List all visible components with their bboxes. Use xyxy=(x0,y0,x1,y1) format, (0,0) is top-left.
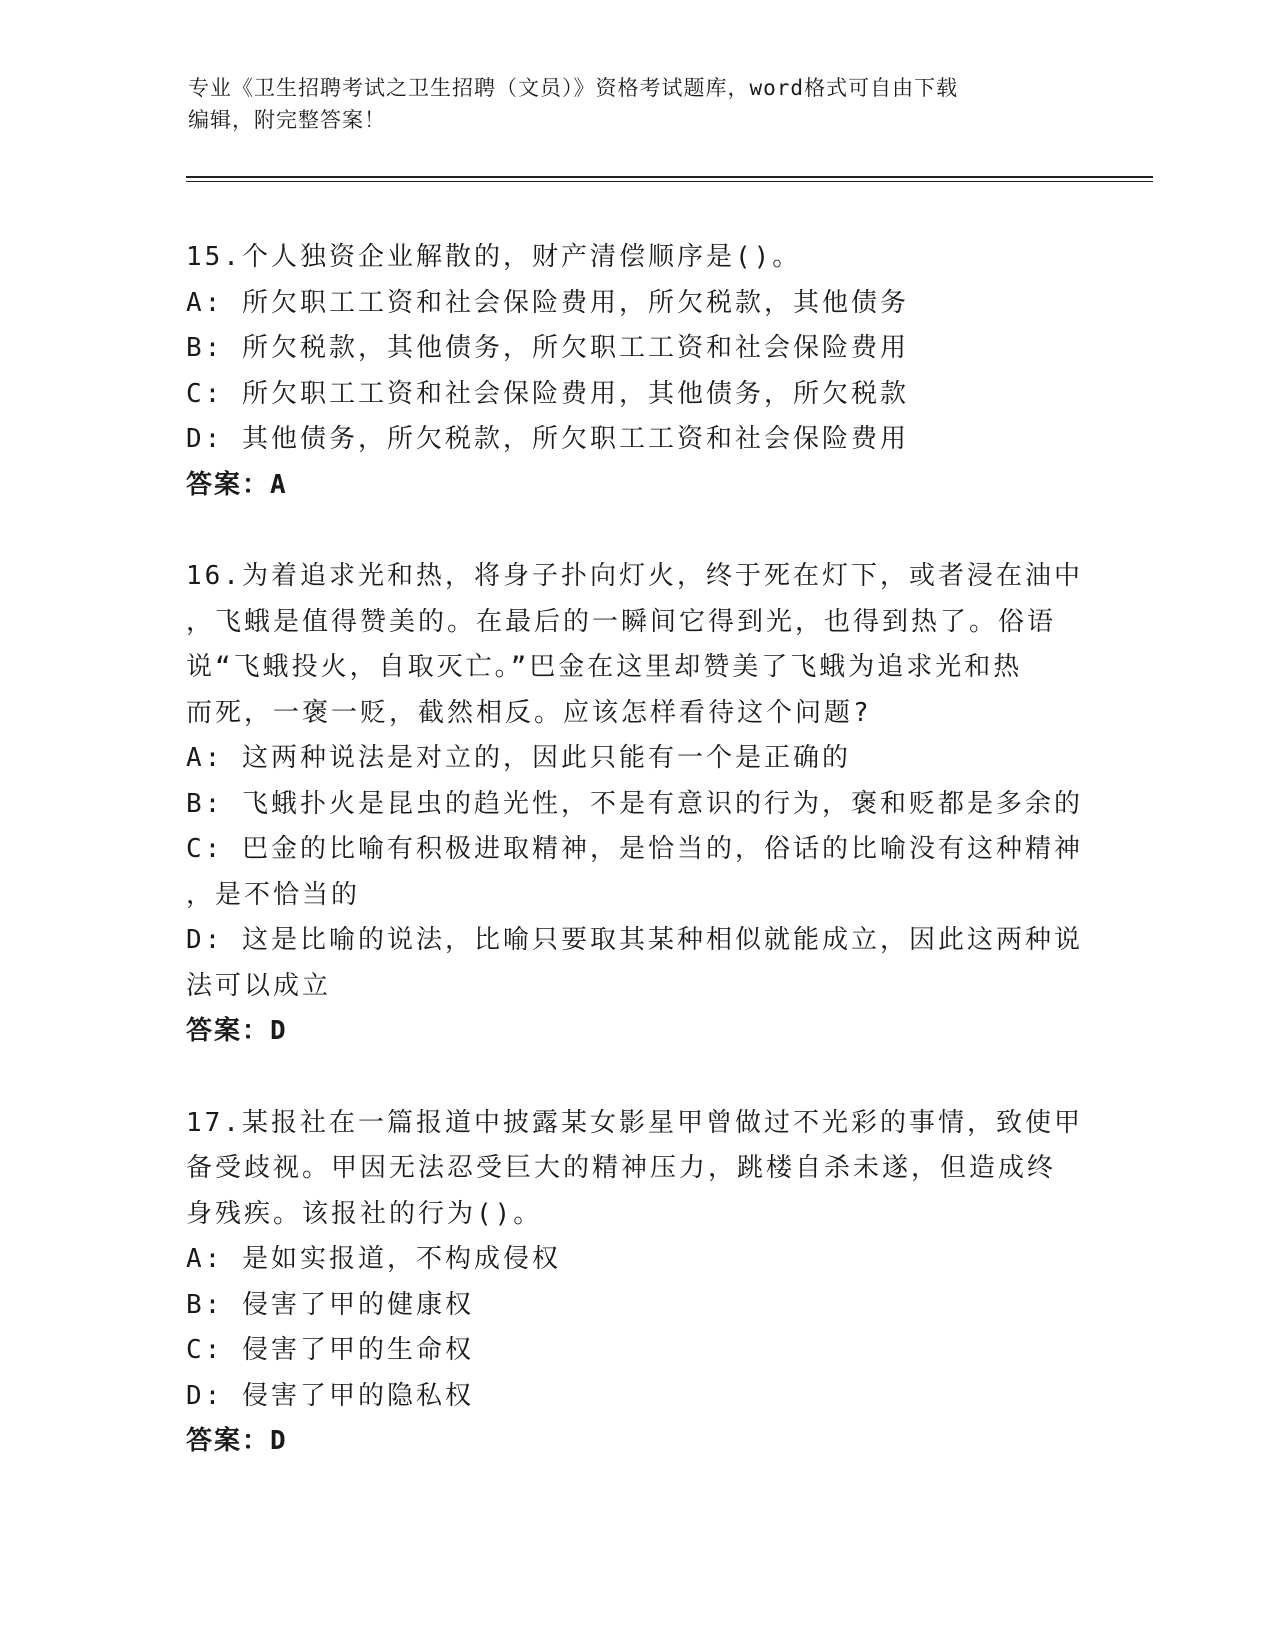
question-stem: 而死，一褒一贬，截然相反。应该怎样看待这个问题? xyxy=(186,697,872,728)
question-stem: 15.个人独资企业解散的，财产清偿顺序是()。 xyxy=(186,242,802,272)
header-rule-thin xyxy=(186,181,1153,182)
question-15 xyxy=(186,235,1086,508)
question-stem: 备受歧视。甲因无法忍受巨大的精神压力，跳楼自杀未遂，但造成终 xyxy=(186,1153,1057,1183)
question-16 xyxy=(186,554,1086,1055)
option-c: C: 巴金的比喻有积极进取精神，是恰当的，俗话的比喻没有这种精神 xyxy=(186,834,1083,864)
option-d-continued: 法可以成立 xyxy=(186,970,332,1001)
option-c: C: 侵害了甲的生命权 xyxy=(186,1335,474,1365)
question-stem: ，飞蛾是值得赞美的。在最后的一瞬间它得到光，也得到热了。俗语 xyxy=(186,606,1057,637)
option-b: B: 所欠税款，其他债务，所欠职工工资和社会保险费用 xyxy=(186,333,909,363)
question-stem: 16.为着追求光和热，将身子扑向灯火，终于死在灯下，或者浸在油中 xyxy=(186,561,1083,591)
header-rule-thick xyxy=(186,176,1153,178)
option-b: B: 侵害了甲的健康权 xyxy=(186,1289,474,1320)
document-header xyxy=(188,72,1088,136)
question-17 xyxy=(186,1101,1086,1465)
header-line: 专业《卫生招聘考试之卫生招聘（文员）》资格考试题库，word格式可自由下载 xyxy=(188,76,959,100)
option-d: D: 这是比喻的说法，比喻只要取其某种相似就能成立，因此这两种说 xyxy=(186,925,1083,955)
option-d: D: 其他债务，所欠税款，所欠职工工资和社会保险费用 xyxy=(186,424,909,454)
answer: 答案：D xyxy=(186,1426,288,1456)
option-a: A: 所欠职工工资和社会保险费用，所欠税款，其他债务 xyxy=(186,287,909,318)
option-d: D: 侵害了甲的隐私权 xyxy=(186,1380,474,1411)
header-line: 编辑，附完整答案！ xyxy=(188,108,386,132)
question-stem: 说“飞蛾投火，自取灭亡。”巴金在这里却赞美了飞蛾为追求光和热 xyxy=(186,652,1023,682)
question-stem: 17.某报社在一篇报道中披露某女影星甲曾做过不光彩的事情，致使甲 xyxy=(186,1107,1083,1138)
answer: 答案：A xyxy=(186,469,288,500)
option-c: C: 所欠职工工资和社会保险费用，其他债务，所欠税款 xyxy=(186,378,909,409)
option-a: A: 这两种说法是对立的，因此只能有一个是正确的 xyxy=(186,743,851,773)
question-stem: 身残疾。该报社的行为()。 xyxy=(186,1198,543,1229)
option-b: B: 飞蛾扑火是昆虫的趋光性，不是有意识的行为，褒和贬都是多余的 xyxy=(186,788,1083,819)
option-c-continued: ，是不恰当的 xyxy=(186,879,361,910)
option-a: A: 是如实报道，不构成侵权 xyxy=(186,1244,561,1274)
question-list xyxy=(186,235,1086,1511)
answer: 答案：D xyxy=(186,1016,288,1046)
